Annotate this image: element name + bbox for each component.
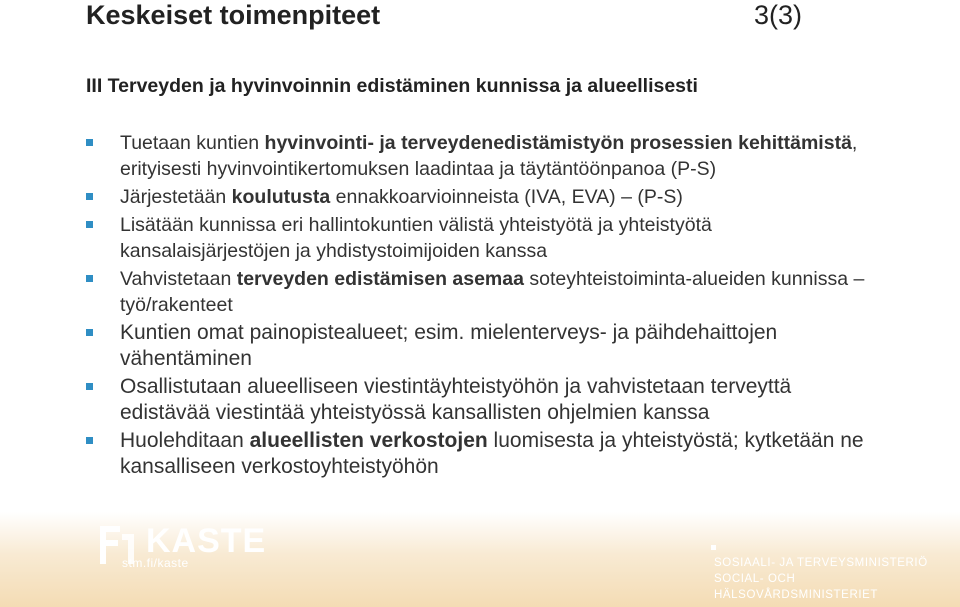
bullet-item (86, 130, 886, 182)
bullet-emphasis: koulutusta (231, 186, 331, 208)
bullet-emphasis: terveyden edistämisen asemaa (236, 268, 524, 290)
bullet-emphasis: hyvinvointi- ja terveydenedistämistyön prosessien kehittämistä (264, 132, 852, 154)
ministry-name-fi: SOSIAALI- JA TERVEYSMINISTERIÖ (714, 557, 928, 569)
bullet-text: Huolehditaan (120, 429, 250, 452)
bullet-text: ennakkoarvioinneista (IVA, EVA) – (P-S) (330, 186, 683, 208)
bullet-text: soteyhteistoiminta-alueiden kunnissa – työ/rakenteet (120, 268, 865, 316)
slide-title: Keskeiset toimenpiteet (86, 0, 381, 30)
square-bullet-icon (86, 329, 93, 336)
square-bullet-icon (86, 221, 93, 228)
section-subtitle: III Terveyden ja hyvinvoinnin edistäminen kunnissa ja alueellisesti (86, 75, 698, 97)
square-bullet-icon (86, 193, 93, 200)
bullet-text: Järjestetään (120, 186, 232, 208)
square-bullet-icon (86, 383, 93, 390)
bullet-item (86, 212, 886, 264)
bullet-text: Tuetaan kuntien (120, 132, 265, 154)
ministry-dot-icon (711, 545, 716, 550)
bullet-list (86, 130, 886, 482)
bullet-item (86, 320, 886, 372)
bullet-text: Osallistutaan alueelliseen viestintäyhteistyöhön ja vahvistetaan terveyttä edistävää viestintää yhteistyössä kansallisten ohjelmien kanssa (120, 375, 792, 424)
bullet-text: , erityisesti hyvinvointikertomuksen laadintaa ja täytäntöönpanoa (P-S) (120, 132, 858, 180)
kaste-wordmark: KASTE (146, 522, 267, 560)
kaste-url: stm.fi/kaste (122, 556, 189, 570)
bullet-item (86, 428, 886, 480)
bullet-text: luomisesta ja yhteistyöstä; kytketään ne kansalliseen verkostoyhteistyöhön (120, 429, 864, 478)
bullet-text: Lisätään kunnissa eri hallintokuntien välistä yhteistyötä ja yhteistyötä kansalaisjärjestöjen ja yhdistystoimijoiden kanssa (120, 214, 712, 262)
bullet-item (86, 266, 886, 318)
square-bullet-icon (86, 139, 93, 146)
bullet-emphasis: alueellisten verkostojen (249, 429, 488, 452)
bullet-item (86, 184, 886, 210)
ministry-name (714, 555, 960, 603)
bullet-item (86, 374, 886, 426)
square-bullet-icon (86, 437, 93, 444)
page-number: 3(3) (754, 0, 803, 30)
bullet-text: Kuntien omat painopistealueet; esim. mielenterveys- ja päihdehaittojen vähentäminen (120, 321, 778, 370)
bullet-text: Vahvistetaan (120, 268, 237, 290)
ministry-name-sv: SOCIAL- OCH HÄLSOVÅRDSMINISTERIET (714, 573, 879, 601)
square-bullet-icon (86, 275, 93, 282)
